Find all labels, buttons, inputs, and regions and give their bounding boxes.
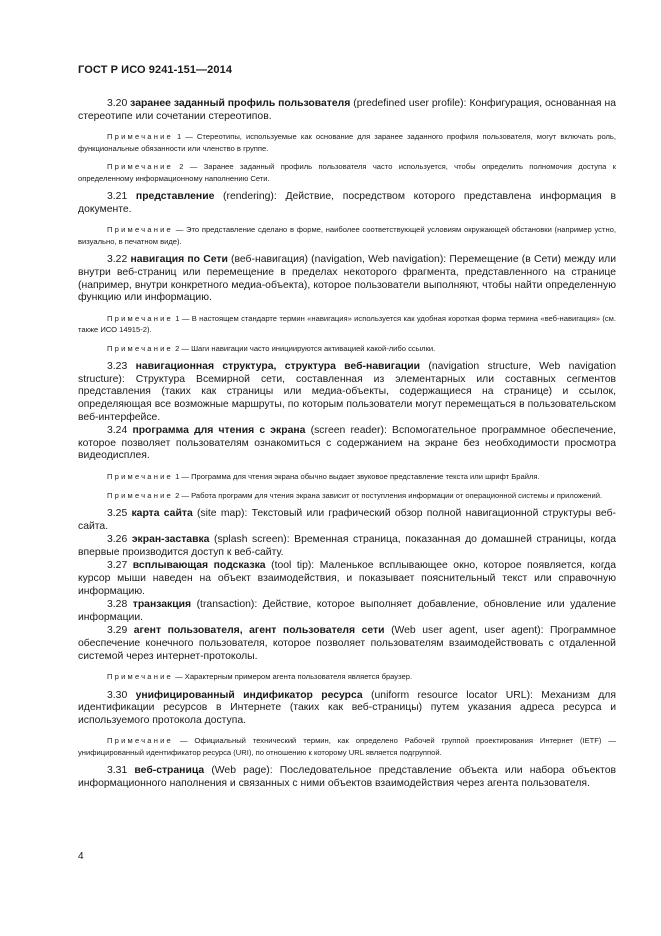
note-label: Примечание xyxy=(107,490,173,500)
note-text: 1 — В настоящем стандарте термин «навигация» используется как удобная короткая форма термина «веб-навигация» (см. также ИСО 14915-2). xyxy=(78,313,616,335)
term-definition: (веб-навигация) (navigation, Web navigation): Перемещение (в Сети) между или внутри веб-страниц или перемещение в пределах некоторого фрагмента, представленного на странице (например, внутри конкретного медиа-объекта), которое пользователи выполняют, чтобы найти определенную функцию или информацию. xyxy=(78,254,617,304)
note-label: Примечание xyxy=(107,313,173,323)
term-note xyxy=(78,131,616,154)
term-definition: (splash screen): Временная страница, показанная до домашней страницы, когда впервые производится доступ к веб-сайту. xyxy=(78,534,616,558)
term-name: унифицированный индификатор ресурса xyxy=(135,689,363,701)
note-label: Примечание xyxy=(107,162,173,172)
term-definition: (site map): Текстовый или графический обзор полной навигационной структуры веб-сайта. xyxy=(78,508,617,532)
note-label: Примечание xyxy=(107,672,173,682)
note-label: Примечание xyxy=(107,225,173,235)
term-number: 3.28 xyxy=(107,599,128,611)
term-name: представление xyxy=(135,191,215,203)
term-number: 3.20 xyxy=(107,98,128,109)
term-name: транзакция xyxy=(132,599,192,611)
note-text: 2 — Шаги навигации часто инициируются активацией какой-либо ссылки. xyxy=(172,343,436,353)
term-name: заранее заданный профиль пользователя xyxy=(130,98,351,109)
term-name: навигация по Сети xyxy=(130,254,228,266)
term-number: 3.23 xyxy=(107,361,128,373)
note-label: Примечание xyxy=(107,472,173,481)
term-number: 3.27 xyxy=(107,560,128,572)
term-definition: (transaction): Действие, которое выполняет добавление, обновление или удаление информации. xyxy=(78,599,616,623)
term-number: 3.30 xyxy=(107,689,128,701)
term-entry xyxy=(78,508,616,533)
term-number: 3.24 xyxy=(107,425,128,437)
term-name: карта сайта xyxy=(131,508,193,519)
term-definition: (screen reader): Вспомогательное программное обеспечение, которое позволяет пользователям ознакомиться с содержанием на экране без необходимости просмотра видеодисплея. xyxy=(78,425,616,462)
note-text: 1 — Стереотипы, используемые как основание для заранее заданного профиля пользователя, могут включать роль, функциональные обязанности или членство в группе. xyxy=(78,132,616,153)
term-entry xyxy=(78,254,616,304)
term-entry xyxy=(78,534,616,559)
term-entry xyxy=(78,425,616,463)
term-entry xyxy=(78,765,616,790)
note-text: 2 — Заранее заданный профиль пользователя часто используется, чтобы определить полномочия доступа к определенному информационному наполнению Сети. xyxy=(78,162,616,183)
document-header: ГОСТ Р ИСО 9241-151—2014 xyxy=(78,64,233,76)
note-text: — Характерным примером агента пользователя является браузер. xyxy=(172,672,413,682)
term-entry xyxy=(78,690,616,728)
term-number: 3.25 xyxy=(107,508,128,519)
term-note xyxy=(78,343,616,355)
term-entry xyxy=(78,98,616,123)
term-definition: (rendering): Действие, посредством которого представлена информация в документе. xyxy=(78,191,616,215)
term-number: 3.26 xyxy=(107,534,128,546)
term-definition: (navigation structure, Web navigation structure): Структура Всемирной сети, составленная из элементарных или составных сегментов представления (таких как страницы или медиа-объекты, содержащиеся на странице) и ссылок, определяющая все возможные маршруты, по которым пользователи могут перемещаться в пользовательском веб-интерфейсе. xyxy=(78,361,617,423)
term-note xyxy=(78,224,616,247)
term-note xyxy=(78,490,616,502)
term-name: экран-заставка xyxy=(131,534,210,546)
note-label: Примечание xyxy=(107,343,173,353)
document-body xyxy=(78,98,616,799)
note-label: Примечание xyxy=(107,132,173,142)
term-number: 3.29 xyxy=(107,625,128,637)
term-note xyxy=(78,471,616,483)
term-number: 3.31 xyxy=(107,765,128,777)
term-definition: (uniform resource locator URL): Механизм для идентификации ресурсов в Интернете (таких как веб-страницы) путем указания адреса ресурса и используемого протокола доступа. xyxy=(78,689,617,726)
term-definition: (Web page): Последовательное представление объекта или набора объектов информационного наполнения и связанных с ними объектов взаимодействия через агента пользователя. xyxy=(78,765,616,789)
term-number: 3.22 xyxy=(107,254,128,266)
note-label: Примечание xyxy=(107,736,173,746)
term-entry xyxy=(78,560,616,598)
term-name: веб-страница xyxy=(134,765,205,777)
term-definition: (Web user agent, user agent): Программное обеспечение конечного пользователя, которое позволяет пользователям взаимодействовать с отдаленной системой через интернет-протоколы. xyxy=(78,625,616,662)
note-text: — Официальный технический термин, как определено Рабочей группой проектирования Интернет (IETF) — унифицированный идентификатор ресурса (URI), по отношению к которому URL является подгруппой. xyxy=(78,736,616,757)
term-note xyxy=(78,735,616,758)
note-text: 1 — Программа для чтения экрана обычно выдает звуковое представление текста или шрифт Брайля. xyxy=(172,472,540,481)
term-note xyxy=(78,671,616,683)
term-name: навигационная структура, структура веб-навигации xyxy=(135,361,421,373)
term-definition: (tool tip): Маленькое всплывающее окно, которое появляется, когда курсор мыши наведен на объект взаимодействия, и показывает пояснительный текст или справочную информацию. xyxy=(78,560,616,597)
term-entry xyxy=(78,599,616,624)
term-number: 3.21 xyxy=(107,191,128,203)
term-name: агент пользователя, агент пользователя сети xyxy=(133,625,385,637)
term-note xyxy=(78,161,616,184)
term-entry xyxy=(78,191,616,216)
term-name: программа для чтения с экрана xyxy=(132,425,306,437)
page-number: 4 xyxy=(78,851,84,862)
term-entry xyxy=(78,361,616,424)
note-text: — Это представление сделано в форме, наиболее соответствующей условиям окружающей обстановки (например устно, визуально, в печатном виде). xyxy=(78,225,616,246)
term-name: всплывающая подсказка xyxy=(132,560,266,572)
term-definition: (predefined user profile): Конфигурация, основанная на стереотипе или сочетании стереотипов. xyxy=(78,98,617,122)
term-note xyxy=(78,313,616,336)
term-entry xyxy=(78,625,616,663)
note-text: 2 — Работа программ для чтения экрана зависит от поступления информации от операционной системы и приложений. xyxy=(172,490,603,500)
